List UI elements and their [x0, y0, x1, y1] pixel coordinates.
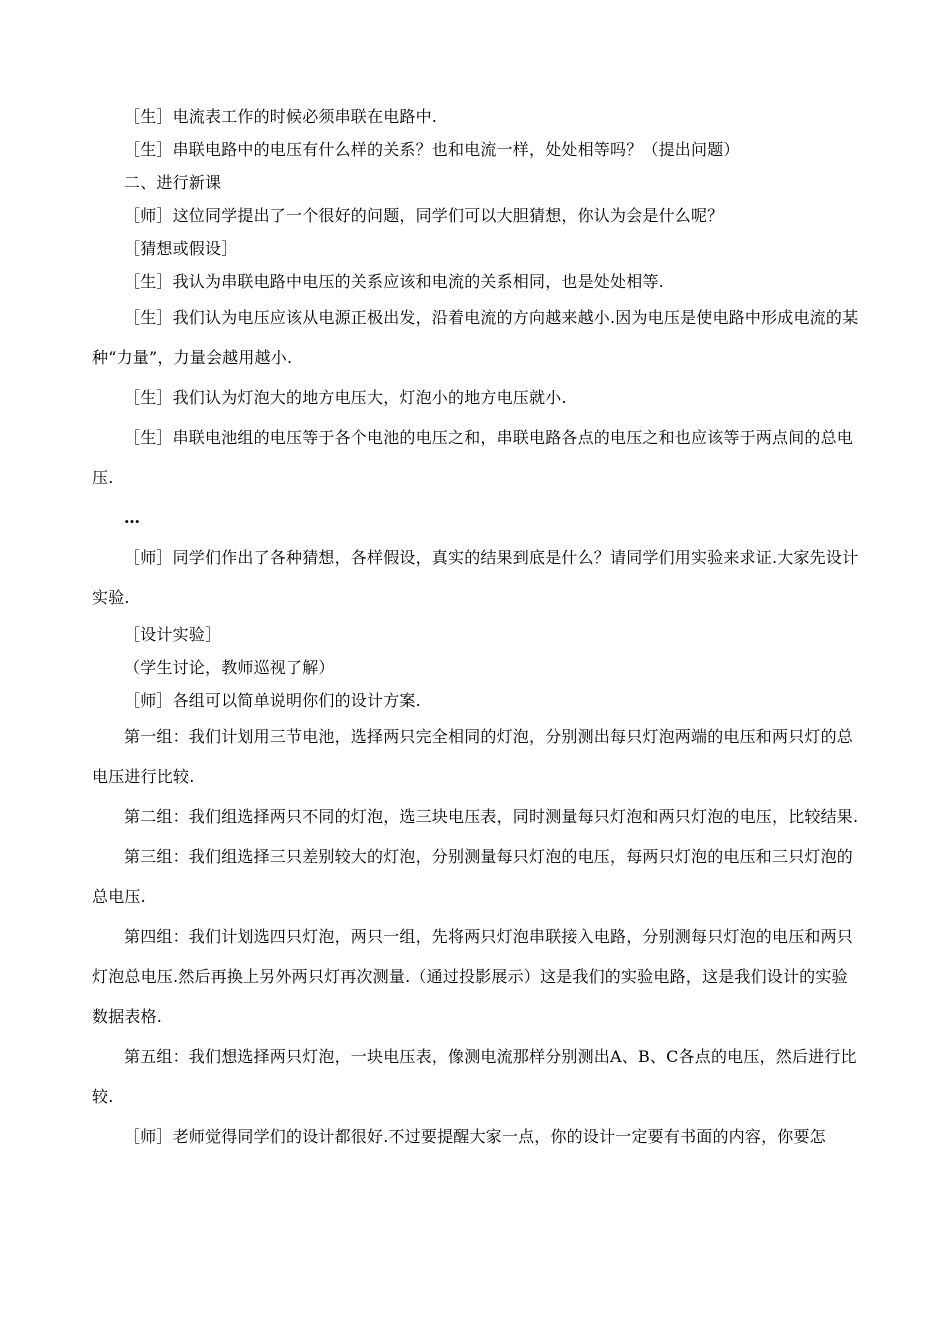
paragraph-discussion: （学生讨论，教师巡视了解）: [124, 658, 335, 677]
paragraph-group-three: 第三组：我们组选择三只差别较大的灯泡，分别测量每只灯泡的电压，每两只灯泡的电压和三只灯泡的总电压.: [92, 847, 854, 906]
paragraph-teacher-guess-prompt: ［师］这位同学提出了一个很好的问题，同学们可以大胆猜想，你认为会是什么呢？: [124, 206, 724, 225]
paragraph-teacher-experiment: ［师］同学们作出了各种猜想，各样假设，真实的结果到底是什么？请同学们用实验来求证.大家先设计实验.: [92, 548, 859, 607]
paragraph-teacher-feedback: ［师］老师觉得同学们的设计都很好.不过要提醒大家一点，你的设计一定要有书面的内容，你要怎: [124, 1127, 826, 1146]
paragraph-teacher-plans: ［师］各组可以简单说明你们的设计方案.: [124, 691, 421, 710]
heading-hypothesis: ［猜想或假设］: [124, 239, 238, 258]
paragraph-student-question: ［生］串联电路中的电压有什么样的关系？也和电流一样，处处相等吗？（提出问题）: [124, 140, 740, 159]
paragraph-group-four: 第四组：我们计划选四只灯泡，两只一组，先将两只灯泡串联接入电路，分别测每只灯泡的电压和两只灯泡总电压.然后再换上另外两只灯再次测量.（通过投影展示）这是我们的实验电路，这是我们设计的实验数据表格.: [92, 927, 854, 1026]
ellipsis: …: [124, 508, 140, 527]
paragraph-group-one: 第一组：我们计划用三节电池，选择两只完全相同的灯泡，分别测出每只灯泡两端的电压和两只灯的总电压进行比较.: [92, 727, 854, 786]
paragraph-student-bulb-size: ［生］我们认为灯泡大的地方电压大，灯泡小的地方电压就小.: [124, 388, 567, 407]
paragraph-group-two: 第二组：我们组选择两只不同的灯泡，选三块电压表，同时测量每只灯泡和两只灯泡的电压，比较结果.: [124, 807, 859, 826]
heading-design-experiment: ［设计实验］: [124, 625, 222, 644]
paragraph-student-decreasing: ［生］我们认为电压应该从电源正极出发，沿着电流的方向越来越小.因为电压是使电路中形成电流的某种“力量”，力量会越用越小.: [92, 308, 859, 367]
document-page: [92, 100, 860, 1157]
paragraph-student-equal: ［生］我认为串联电路中电压的关系应该和电流的关系相同，也是处处相等.: [124, 272, 664, 291]
paragraph-student-sum: ［生］串联电池组的电压等于各个电池的电压之和，串联电路各点的电压之和也应该等于两点间的总电压.: [92, 428, 854, 487]
paragraph-student-ammeter: ［生］电流表工作的时候必须串联在电路中.: [124, 107, 438, 126]
paragraph-group-five: 第五组：我们想选择两只灯泡，一块电压表，像测电流那样分别测出A、B、C各点的电压，然后进行比较.: [92, 1047, 857, 1106]
section-heading-new-lesson: 二、进行新课: [124, 173, 222, 192]
